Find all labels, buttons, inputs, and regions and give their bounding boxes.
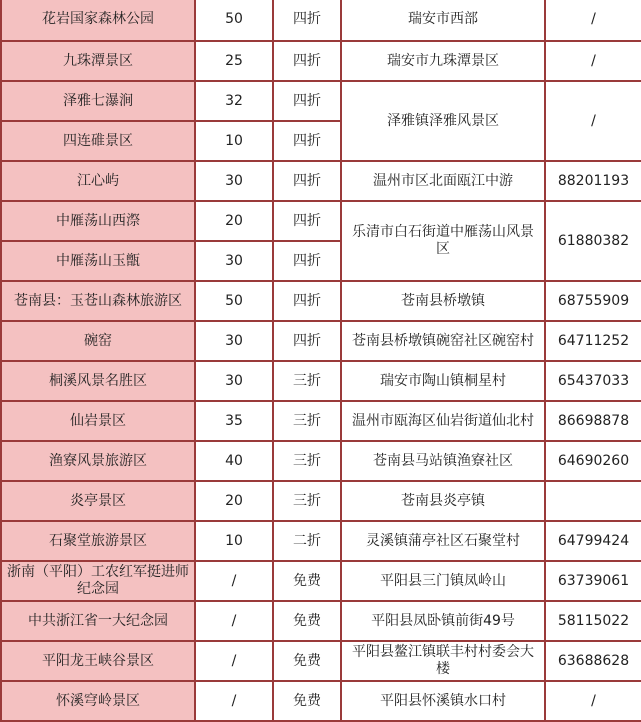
phone: / bbox=[545, 81, 641, 161]
phone: 88201193 bbox=[545, 161, 641, 201]
scenic-name: 炎亭景区 bbox=[1, 481, 195, 521]
scenic-name: 浙南（平阳）工农红军挺进师纪念园 bbox=[1, 561, 195, 601]
scenic-name: 苍南县：玉苍山森林旅游区 bbox=[1, 281, 195, 321]
table-row bbox=[1, 361, 641, 401]
ticket-price: 32 bbox=[195, 81, 273, 121]
scenic-name: 碗窑 bbox=[1, 321, 195, 361]
discount: 三折 bbox=[273, 481, 341, 521]
discount: 三折 bbox=[273, 401, 341, 441]
discount: 三折 bbox=[273, 361, 341, 401]
phone: 64711252 bbox=[545, 321, 641, 361]
scenic-name: 九珠潭景区 bbox=[1, 41, 195, 81]
ticket-price: / bbox=[195, 641, 273, 681]
address: 苍南县炎亭镇 bbox=[341, 481, 545, 521]
ticket-price: 20 bbox=[195, 481, 273, 521]
ticket-price: 35 bbox=[195, 401, 273, 441]
discount: 四折 bbox=[273, 121, 341, 161]
table-row bbox=[1, 41, 641, 81]
discount: 四折 bbox=[273, 41, 341, 81]
address: 灵溪镇蒲亭社区石聚堂村 bbox=[341, 521, 545, 561]
discount: 四折 bbox=[273, 281, 341, 321]
discount: 免费 bbox=[273, 601, 341, 641]
address: 温州市瓯海区仙岩街道仙北村 bbox=[341, 401, 545, 441]
address: 平阳县三门镇凤岭山 bbox=[341, 561, 545, 601]
scenic-name: 泽雅七瀑涧 bbox=[1, 81, 195, 121]
scenic-name: 桐溪风景名胜区 bbox=[1, 361, 195, 401]
phone: / bbox=[545, 0, 641, 41]
table-row bbox=[1, 521, 641, 561]
scenic-name: 中雁荡山西漈 bbox=[1, 201, 195, 241]
address: 温州市区北面瓯江中游 bbox=[341, 161, 545, 201]
discount: 二折 bbox=[273, 521, 341, 561]
table-row bbox=[1, 481, 641, 521]
ticket-price: 30 bbox=[195, 361, 273, 401]
scenic-name: 石聚堂旅游景区 bbox=[1, 521, 195, 561]
ticket-price: 50 bbox=[195, 0, 273, 41]
phone bbox=[545, 481, 641, 521]
address: 苍南县马站镇渔寮社区 bbox=[341, 441, 545, 481]
scenic-name: 四连碓景区 bbox=[1, 121, 195, 161]
ticket-price: / bbox=[195, 601, 273, 641]
discount: 四折 bbox=[273, 0, 341, 41]
table-row bbox=[1, 201, 641, 241]
address: 苍南县桥墩镇 bbox=[341, 281, 545, 321]
discount: 四折 bbox=[273, 241, 341, 281]
phone: 64799424 bbox=[545, 521, 641, 561]
table-row bbox=[1, 561, 641, 601]
phone: 68755909 bbox=[545, 281, 641, 321]
address: 瑞安市陶山镇桐星村 bbox=[341, 361, 545, 401]
phone: / bbox=[545, 681, 641, 721]
scenic-name: 渔寮风景旅游区 bbox=[1, 441, 195, 481]
address: 泽雅镇泽雅风景区 bbox=[341, 81, 545, 161]
discount: 三折 bbox=[273, 441, 341, 481]
ticket-price: 10 bbox=[195, 121, 273, 161]
ticket-price: 25 bbox=[195, 41, 273, 81]
address: 平阳县怀溪镇水口村 bbox=[341, 681, 545, 721]
scenic-name: 花岩国家森林公园 bbox=[1, 0, 195, 41]
address: 苍南县桥墩镇碗窑社区碗窑村 bbox=[341, 321, 545, 361]
ticket-price: 10 bbox=[195, 521, 273, 561]
address: 平阳县凤卧镇前街49号 bbox=[341, 601, 545, 641]
discount: 四折 bbox=[273, 321, 341, 361]
scenic-name: 江心屿 bbox=[1, 161, 195, 201]
table-row bbox=[1, 441, 641, 481]
discount: 免费 bbox=[273, 561, 341, 601]
address: 平阳县鳌江镇联丰村村委会大楼 bbox=[341, 641, 545, 681]
discount: 四折 bbox=[273, 201, 341, 241]
phone: 58115022 bbox=[545, 601, 641, 641]
table-row bbox=[1, 641, 641, 681]
ticket-price: 30 bbox=[195, 241, 273, 281]
phone: 64690260 bbox=[545, 441, 641, 481]
scenic-name: 平阳龙王峡谷景区 bbox=[1, 641, 195, 681]
discount: 免费 bbox=[273, 681, 341, 721]
scenic-name: 中共浙江省一大纪念园 bbox=[1, 601, 195, 641]
phone: 86698878 bbox=[545, 401, 641, 441]
discount: 四折 bbox=[273, 81, 341, 121]
table-row bbox=[1, 601, 641, 641]
table-row bbox=[1, 81, 641, 121]
table-row bbox=[1, 0, 641, 41]
scenic-name: 怀溪穹岭景区 bbox=[1, 681, 195, 721]
address: 乐清市白石街道中雁荡山风景区 bbox=[341, 201, 545, 281]
ticket-price: 30 bbox=[195, 161, 273, 201]
ticket-price: / bbox=[195, 561, 273, 601]
ticket-price: 20 bbox=[195, 201, 273, 241]
phone: / bbox=[545, 41, 641, 81]
table-row bbox=[1, 321, 641, 361]
table-row bbox=[1, 281, 641, 321]
table-row bbox=[1, 161, 641, 201]
address: 瑞安市九珠潭景区 bbox=[341, 41, 545, 81]
scenic-name: 中雁荡山玉甑 bbox=[1, 241, 195, 281]
table-row bbox=[1, 401, 641, 441]
ticket-price: 30 bbox=[195, 321, 273, 361]
phone: 63688628 bbox=[545, 641, 641, 681]
ticket-price: 40 bbox=[195, 441, 273, 481]
ticket-price: 50 bbox=[195, 281, 273, 321]
phone: 65437033 bbox=[545, 361, 641, 401]
phone: 63739061 bbox=[545, 561, 641, 601]
address: 瑞安市西部 bbox=[341, 0, 545, 41]
discount: 免费 bbox=[273, 641, 341, 681]
phone: 61880382 bbox=[545, 201, 641, 281]
ticket-price: / bbox=[195, 681, 273, 721]
discount: 四折 bbox=[273, 161, 341, 201]
table-row bbox=[1, 681, 641, 721]
scenic-name: 仙岩景区 bbox=[1, 401, 195, 441]
